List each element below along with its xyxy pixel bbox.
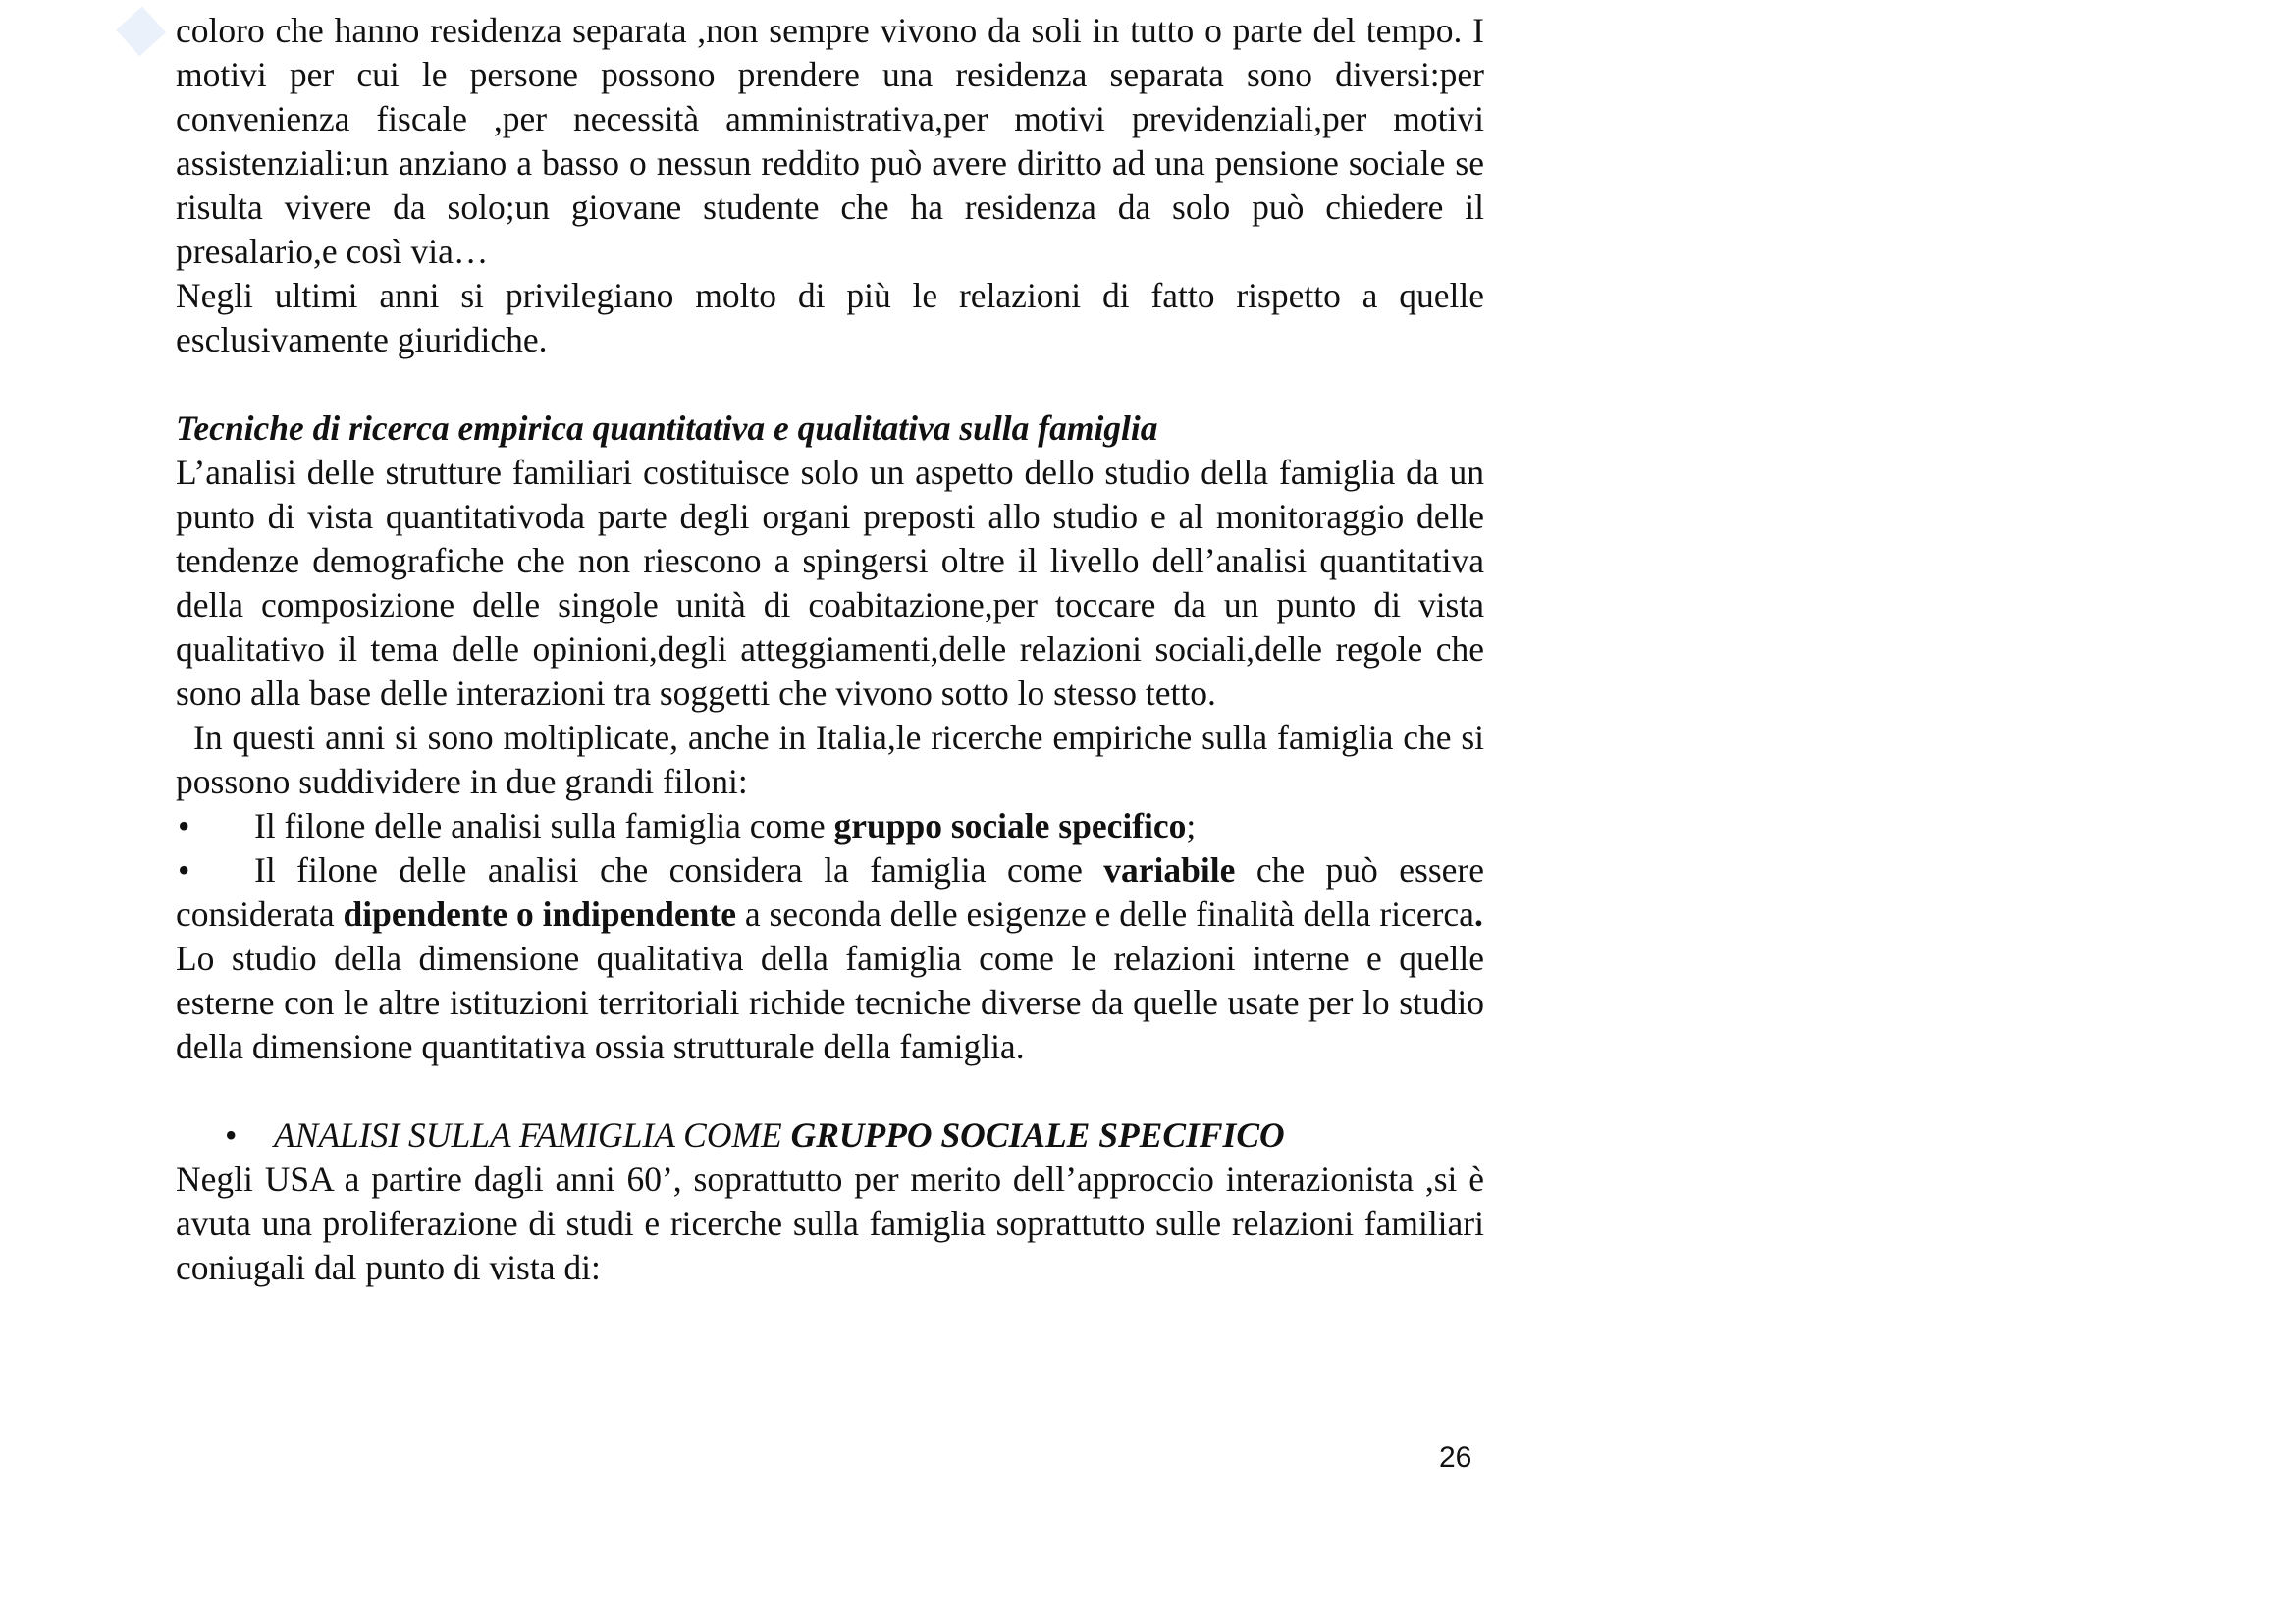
paragraph-analisi-strutture: L’analisi delle strutture familiari costituisce solo un aspetto dello studio della famiglia da un punto di vista quantitativoda parte degli organi preposti allo studio e al monitoraggio delle tendenze demografiche che non riescono a spingersi oltre il livello dell’analisi quantitativa della composizione delle singole unità di coabitazione,per toccare da un punto di vista qualitativo il tema delle opinioni,degli atteggiamenti,delle relazioni sociali,delle regole che sono alla base delle interazioni tra soggetti che vivono sotto lo stesso tetto. xyxy=(176,453,1484,713)
bullet-2-bold-1: variabile xyxy=(1103,850,1236,890)
paragraph-filoni: In questi anni si sono moltiplicate, anche in Italia,le ricerche empiriche sulla famiglia che si possono suddividere in due grandi filoni: xyxy=(176,718,1484,801)
paragraph-dimensione-qualitativa: Lo studio della dimensione qualitativa della famiglia come le relazioni interne e quelle esterne con le altre istituzioni territoriali richide tecniche diverse da quelle usate per lo studio della dimensione quantitativa ossia strutturale della famiglia. xyxy=(176,939,1484,1066)
bullet-icon: • xyxy=(225,1115,238,1155)
bullet-item-gruppo-sociale xyxy=(176,804,1484,848)
page-number: 26 xyxy=(1439,1441,1472,1474)
bullet-icon: • xyxy=(178,806,190,845)
bullet-2-bold-2: dipendente o indipendente xyxy=(343,894,736,934)
bullet-icon: • xyxy=(178,850,190,890)
document-body xyxy=(176,0,1484,1290)
bullet-2-text-1: Il filone delle analisi che considera la famiglia come xyxy=(254,850,1104,890)
sub-heading-bold: GRUPPO SOCIALE SPECIFICO xyxy=(790,1115,1285,1155)
paragraph-residenza: coloro che hanno residenza separata ,non sempre vivono da soli in tutto o parte del tempo. I motivi per cui le persone possono prendere una residenza separata sono diversi:per convenienza fiscale ,per necessità amministrativa,per motivi previdenziali,per motivi assistenziali:un anziano a basso o nessun reddito può avere diritto ad una pensione sociale se risulta vivere da solo;un giovane studente che ha residenza da solo può chiedere il presalario,e così via… xyxy=(176,11,1484,271)
spacer xyxy=(176,362,1484,406)
bullet-2-bold-end: . xyxy=(1473,894,1483,934)
paragraph-usa: Negli USA a partire dagli anni 60’, soprattutto per merito dell’approccio interazionista ,si è avuta una proliferazione di studi e ricerche sulla famiglia soprattutto sulle relazioni familiari coniugali dal punto di vista di: xyxy=(176,1160,1484,1287)
paragraph-relazioni-di-fatto: Negli ultimi anni si privilegiano molto di più le relazioni di fatto rispetto a quelle esclusivamente giuridiche. xyxy=(176,276,1484,359)
watermark-mark xyxy=(116,6,166,56)
section-heading: Tecniche di ricerca empirica quantitativa e qualitativa sulla famiglia xyxy=(176,408,1158,448)
bullet-1-bold: gruppo sociale specifico xyxy=(833,806,1187,845)
bullet-1-end: ; xyxy=(1186,806,1197,845)
spacer xyxy=(176,1069,1484,1113)
bullet-1-text: Il filone delle analisi sulla famiglia come xyxy=(254,806,834,845)
bullet-2-text-2: che può essere considerata xyxy=(176,850,1484,934)
sub-heading-italic: ANALISI SULLA FAMIGLIA COME xyxy=(274,1115,791,1155)
sub-heading-gruppo-sociale xyxy=(176,1113,1484,1158)
bullet-2-text-3: a seconda delle esigenze e delle finalità della ricerca xyxy=(735,894,1474,934)
bullet-item-variabile xyxy=(176,848,1484,937)
